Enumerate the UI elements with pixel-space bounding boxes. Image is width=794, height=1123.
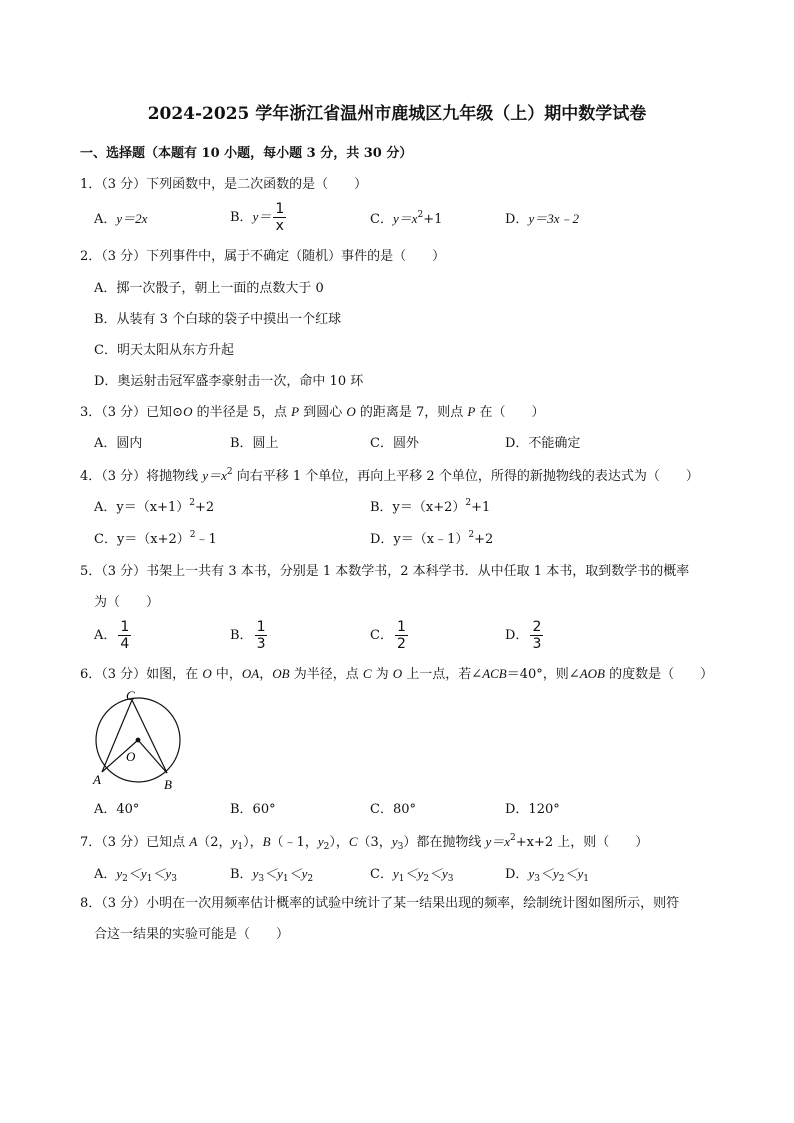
question-text: （3 分）已知⊙ xyxy=(101,405,184,420)
subscript: 3 xyxy=(447,874,454,884)
q7-option-b xyxy=(230,866,314,884)
math-var: ＜y xyxy=(428,866,448,881)
numerator: 1 xyxy=(396,619,406,635)
math-var: O xyxy=(202,666,212,681)
math-var: y xyxy=(391,834,398,849)
question-text: ＝40°，则∠ xyxy=(506,667,580,682)
math-var: O xyxy=(392,666,403,681)
q3-option-c: C．圆外 xyxy=(370,436,419,451)
question-number: 2． xyxy=(80,249,102,264)
q2-option-b: B．从装有 3 个白球的袋子中摸出一个红球 xyxy=(94,312,342,327)
q5-option-c xyxy=(370,620,408,651)
exponent: 2 xyxy=(417,210,424,220)
question-6-stem xyxy=(80,667,713,681)
math-var: y xyxy=(116,866,123,881)
question-7-stem xyxy=(80,833,649,852)
option-text: y＝3x﹣2 xyxy=(528,211,579,226)
question-text: 的距离是 7，则点 xyxy=(355,405,468,420)
q3-option-d: D．不能确定 xyxy=(505,436,581,451)
q1-option-a xyxy=(94,212,147,226)
question-number: 4． xyxy=(80,469,102,484)
label-o: O xyxy=(126,749,136,764)
question-text: ）都在抛物线 xyxy=(403,835,486,850)
denominator: x xyxy=(275,218,284,235)
subscript: 3 xyxy=(171,874,177,884)
math-var: OB xyxy=(272,666,290,681)
chord-cb xyxy=(132,700,167,773)
numerator: 1 xyxy=(256,619,266,635)
math-expr: +x+2 xyxy=(515,835,554,850)
question-text: ， xyxy=(259,667,273,682)
math-var: C xyxy=(362,666,372,681)
math-var: y xyxy=(392,866,399,881)
q3-option-a: A．圆内 xyxy=(94,436,143,451)
exponent: 2 xyxy=(510,833,516,843)
section-heading: 一、选择题（本题有 10 小题，每小题 3 分，共 30 分） xyxy=(80,146,413,161)
question-5-stem xyxy=(80,565,689,578)
math-var: P xyxy=(467,404,476,419)
denominator: 3 xyxy=(256,636,266,653)
math-var: C xyxy=(348,834,358,849)
q4-option-a xyxy=(94,498,215,515)
question-number: 7． xyxy=(80,835,102,850)
question-number: 1． xyxy=(80,177,102,192)
question-text: ）， xyxy=(243,835,263,850)
question-1-stem xyxy=(80,178,367,191)
question-text: （﹣1， xyxy=(270,835,318,850)
fraction xyxy=(273,202,286,233)
question-number: 3． xyxy=(80,405,102,420)
question-text: （3 分）下列函数中，是二次函数的是（ ） xyxy=(101,177,368,192)
option-label: C． xyxy=(370,628,393,644)
question-text: （3 分）下列事件中，属于不确定（随机）事件的是（ ） xyxy=(101,249,446,264)
math-var: O xyxy=(183,404,193,419)
option-text: y＝2x xyxy=(116,211,148,226)
option-text: +2 xyxy=(194,500,215,515)
question-text: 为半径，点 xyxy=(289,667,363,682)
math-var: y xyxy=(231,834,238,849)
fraction xyxy=(255,620,268,651)
math-var: B xyxy=(262,834,271,849)
math-var: P xyxy=(291,404,300,419)
fraction xyxy=(530,620,543,651)
q6-option-d: D．120° xyxy=(505,802,560,817)
question-number: 5． xyxy=(80,564,102,579)
math-var: AOB xyxy=(579,666,605,681)
q7-option-a xyxy=(94,866,177,884)
math-var: y xyxy=(317,834,324,849)
q7-option-d xyxy=(505,866,589,884)
q2-option-a: A．掷一次骰子，朝上一面的点数大于 0 xyxy=(94,281,324,296)
question-text: 中， xyxy=(211,667,242,682)
question-text: 为 xyxy=(371,667,393,682)
q1-option-d xyxy=(505,212,579,226)
math-var: O xyxy=(346,404,356,419)
question-text: （3， xyxy=(357,835,392,850)
subscript: 1 xyxy=(398,874,405,884)
subscript: 2 xyxy=(323,842,330,852)
denominator: 2 xyxy=(396,636,406,653)
question-text: （3 分）将抛物线 xyxy=(101,469,203,484)
q3-option-b: B．圆上 xyxy=(230,436,279,451)
q2-option-c: C．明天太阳从东方升起 xyxy=(94,343,234,358)
exponent: 2 xyxy=(465,498,472,508)
question-text: （3 分）书架上一共有 3 本书，分别是 1 本数学书，2 本科学书．从中任取 1 本书，取到数学书的概率 xyxy=(101,564,690,579)
exponent: 2 xyxy=(468,530,475,540)
option-label: D． xyxy=(505,628,529,644)
q6-option-b: B．60° xyxy=(230,802,276,817)
subscript: 3 xyxy=(534,874,540,884)
option-text: C．y＝（x+2） xyxy=(94,532,190,547)
numerator: 2 xyxy=(532,619,542,635)
page-title: 2024-2025 学年浙江省温州市鹿城区九年级（上）期中数学试卷 xyxy=(147,104,647,124)
center-point xyxy=(136,738,141,743)
math-var: y xyxy=(528,866,535,881)
math-var: ＜y xyxy=(152,866,172,881)
math-var: ＜y xyxy=(264,866,283,881)
option-text: +1 xyxy=(423,212,443,227)
option-text: +1 xyxy=(471,500,491,515)
option-text: B．y＝（x+2） xyxy=(370,500,466,515)
fraction xyxy=(395,620,408,651)
question-text: （2， xyxy=(197,835,232,850)
question-8-stem xyxy=(80,897,679,910)
question-text: 上，则（ ） xyxy=(553,835,649,850)
question-number: 6． xyxy=(80,667,102,682)
q4-option-c xyxy=(94,530,217,547)
q7-option-c xyxy=(370,866,454,884)
subscript: 2 xyxy=(423,874,429,884)
math-expr: y＝x xyxy=(202,468,227,483)
fraction xyxy=(118,620,131,651)
radius-ob xyxy=(138,740,167,773)
q4-option-d xyxy=(370,530,494,547)
question-text: 的度数是（ ） xyxy=(604,667,714,682)
question-number: 8． xyxy=(80,896,102,911)
math-var: ACB xyxy=(482,666,507,681)
question-text: （3 分）小明在一次用频率估计概率的试验中统计了某一结果出现的频率，绘制统计图如图所示，则符 xyxy=(101,896,680,911)
math-var: ＜y xyxy=(404,866,424,881)
option-label: A． xyxy=(94,212,117,227)
q4-option-b xyxy=(370,498,491,515)
math-var: ＜y xyxy=(127,866,147,881)
option-text: A．y＝（x+1） xyxy=(94,500,190,515)
question-text: （3 分）如图，在 xyxy=(101,667,203,682)
question-text: ）， xyxy=(329,835,349,850)
numerator: 1 xyxy=(120,619,130,635)
subscript: 2 xyxy=(558,874,565,884)
subscript: 1 xyxy=(237,842,244,852)
option-label: D． xyxy=(505,212,529,227)
question-3-stem xyxy=(80,405,545,419)
subscript: 2 xyxy=(307,874,314,884)
option-label: B． xyxy=(230,867,253,882)
question-5-stem-cont: 为（ ） xyxy=(94,595,160,610)
option-text: +2 xyxy=(474,532,494,547)
circle-figure xyxy=(88,688,188,794)
math-var: y xyxy=(252,866,259,881)
exponent: 2 xyxy=(189,498,195,508)
subscript: 3 xyxy=(397,842,404,852)
math-var: ＜y xyxy=(539,866,559,881)
question-text: 的半径是 5，点 xyxy=(192,405,292,420)
question-text: 在（ ） xyxy=(475,405,545,420)
option-label: A． xyxy=(94,628,117,644)
denominator: 4 xyxy=(120,636,130,653)
option-label: B． xyxy=(230,210,253,226)
option-label: B． xyxy=(230,628,253,644)
option-text: y＝ xyxy=(252,209,272,225)
question-text: 上一点，若∠ xyxy=(402,667,483,682)
math-var: ＜y xyxy=(564,866,584,881)
math-var: A xyxy=(189,834,198,849)
question-8-stem-cont: 合这一结果的实验可能是（ ） xyxy=(94,927,290,942)
q1-option-c xyxy=(370,212,442,226)
q6-option-a: A．40° xyxy=(94,802,140,817)
math-var: ＜y xyxy=(288,866,308,881)
subscript: 3 xyxy=(258,874,265,884)
exponent: 2 xyxy=(189,530,196,540)
question-text: 向右平移 1 个单位，再向上平移 2 个单位，所得的新抛物线的表达式为（ ） xyxy=(232,469,699,484)
option-text: ﹣1 xyxy=(195,532,217,547)
question-4-stem xyxy=(80,469,699,483)
option-text: D．y＝（x﹣1） xyxy=(370,532,469,547)
question-text: （3 分）已知点 xyxy=(101,835,190,850)
q5-option-d xyxy=(505,620,543,651)
label-a: A xyxy=(93,772,101,787)
math-var: OA xyxy=(241,666,260,681)
question-2-stem xyxy=(80,250,445,263)
label-c: C xyxy=(126,688,135,703)
option-label: D． xyxy=(505,867,529,882)
option-label: C． xyxy=(370,867,393,882)
numerator: 1 xyxy=(275,201,285,217)
q2-option-d: D．奥运射击冠军盛李豪射击一次，命中 10 环 xyxy=(94,374,364,389)
q1-option-b xyxy=(230,202,286,233)
q5-option-a xyxy=(94,620,131,651)
option-label: A． xyxy=(94,867,117,882)
denominator: 3 xyxy=(532,636,542,653)
q5-option-b xyxy=(230,620,267,651)
exponent: 2 xyxy=(226,467,233,477)
label-b: B xyxy=(164,777,172,792)
option-label: C． xyxy=(370,212,393,227)
subscript: 1 xyxy=(282,874,289,884)
question-text: 到圆心 xyxy=(299,405,347,420)
q6-option-c: C．80° xyxy=(370,802,416,817)
subscript: 2 xyxy=(122,874,128,884)
subscript: 1 xyxy=(583,874,589,884)
math-expr: y＝x xyxy=(485,834,511,849)
subscript: 1 xyxy=(146,874,153,884)
option-text: y＝x xyxy=(392,211,418,226)
